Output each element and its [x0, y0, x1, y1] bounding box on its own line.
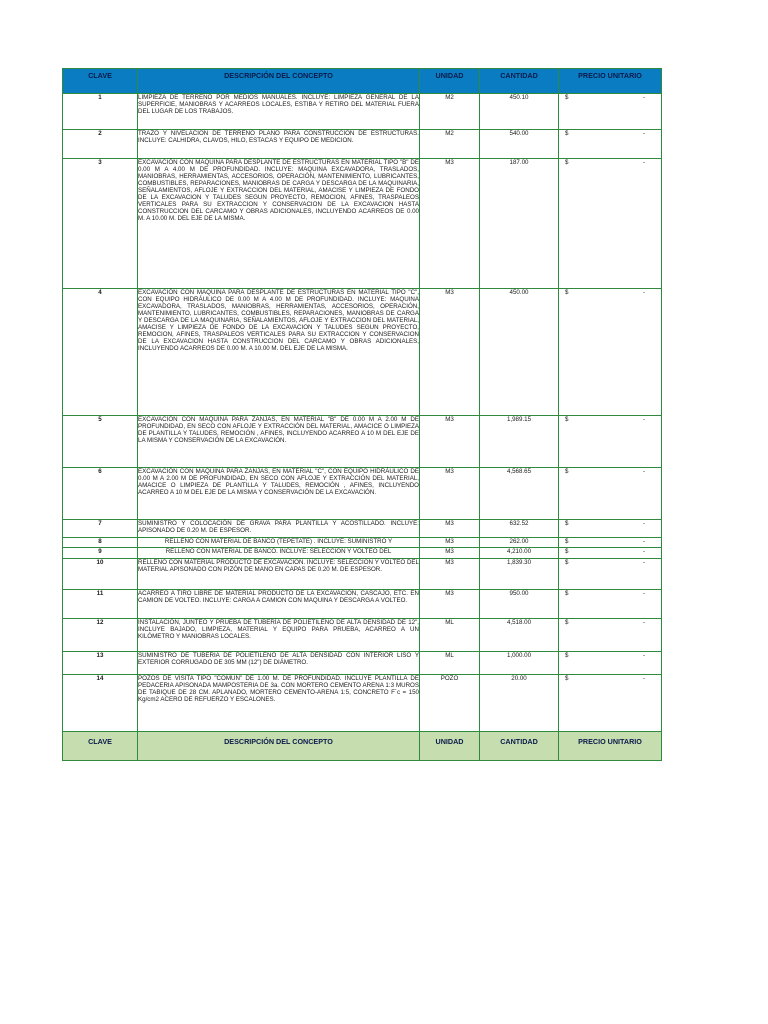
clave-cell: 6 — [63, 468, 138, 520]
descripcion-cell: LIMPIEZA DE TERRENO POR MEDIOS MANUALES. INCLUYE: LIMPIEZA GENERAL DE LA SUPERFICIE, MANIOBRAS Y ACARREOS LOCALES, ESTIBA Y RETIRO DEL MATERIAL FUERA DEL LUGAR DE LOS TRABAJOS. — [138, 94, 420, 130]
precio-cell — [559, 94, 662, 130]
precio-value: - — [642, 468, 645, 475]
clave-cell: 12 — [63, 619, 138, 652]
currency-symbol: $ — [565, 520, 569, 527]
unidad-cell: M3 — [420, 520, 480, 538]
unidad-cell: M2 — [420, 94, 480, 130]
table-row — [63, 416, 662, 468]
cantidad-cell: 632.52 — [480, 520, 559, 538]
precio-value: - — [642, 94, 645, 101]
clave-cell: 4 — [63, 289, 138, 416]
table-row — [63, 468, 662, 520]
precio-cell — [559, 619, 662, 652]
descripcion-cell: RELLENO CON MATERIAL DE BANCO. INCLUYE: SELECCION Y VOLTEO DEL — [138, 548, 420, 559]
cantidad-cell: 1,000.00 — [480, 652, 559, 675]
cantidad-cell: 1,989.15 — [480, 416, 559, 468]
footer-cantidad: CANTIDAD — [480, 732, 559, 761]
clave-cell: 1 — [63, 94, 138, 130]
precio-cell — [559, 520, 662, 538]
descripcion-cell: TRAZO Y NIVELACION DE TERRENO PLANO PARA CONSTRUCCION DE ESTRUCTURAS. INCLUYE: CALHIDRA, CLAVOS, HILO, ESTACAS Y EQUIPO DE MEDICION. — [138, 130, 420, 159]
cantidad-cell: 4,518.00 — [480, 619, 559, 652]
currency-symbol: $ — [565, 289, 569, 296]
table-row — [63, 94, 662, 130]
currency-symbol: $ — [565, 652, 569, 659]
footer-descripcion: DESCRIPCIÓN DEL CONCEPTO — [138, 732, 420, 761]
cantidad-cell: 1,839.30 — [480, 559, 559, 590]
clave-cell: 10 — [63, 559, 138, 590]
currency-symbol: $ — [565, 559, 569, 566]
descripcion-cell: SUMINISTRO Y COLOCACIÓN DE GRAVA PARA PLANTILLA Y ACOSTILLADO. INCLUYE: APISONADO DE 0.20 M. DE ESPESOR. — [138, 520, 420, 538]
unidad-cell: M2 — [420, 130, 480, 159]
currency-symbol: $ — [565, 548, 569, 555]
clave-cell: 11 — [63, 590, 138, 619]
clave-cell: 8 — [63, 538, 138, 548]
cantidad-cell: 450.10 — [480, 94, 559, 130]
table-row — [63, 559, 662, 590]
descripcion-cell: EXCAVACIÓN CON MAQUINA PARA DESPLANTE DE ESTRUCTURAS EN MATERIAL TIPO "C", CON EQUIPO HIDRÁULICO DE 0.00 M A 4.00 M DE PROFUNDIDAD. INCLUYE: MAQUINA EXCAVADORA, TRASLADOS, MANIOBRAS, HERRAMIENTAS, ACCESORIOS, OPERACIÓN, MANTENIMIENTO, LUBRICANTES, COMBUSTIBLES, REPARACIONES, MANIOBRAS DE CARGA Y DESCARGA DE LA MAQUINARIA, SEÑALAMIENTOS, AFLOJE Y EXTRACCION DEL MATERIAL, AMACISE Y LIMPIEZA DE FONDO DE LA EXCAVACION Y TALUDES SEGUN PROYECTO, REMOCION, AFINES, TRASPALEOS VERTICALES PARA SU EXTRACCION Y CONSERVACION DE LA EXCAVACION HASTA CONSTRUCCION DEL CARCAMO Y OBRAS ADICIONALES, INCLUYENDO ACARREOS DE 0.00 M. A 10.00 M. DEL EJE DE LA MISMA. — [138, 289, 420, 416]
unidad-cell: ML — [420, 652, 480, 675]
table-row — [63, 289, 662, 416]
unidad-cell: POZO — [420, 675, 480, 732]
precio-cell — [559, 590, 662, 619]
precio-value: - — [642, 675, 645, 682]
precio-value: - — [642, 590, 645, 597]
unidad-cell: M3 — [420, 159, 480, 289]
currency-symbol: $ — [565, 94, 569, 101]
header-cantidad: CANTIDAD — [480, 69, 559, 94]
precio-cell — [559, 652, 662, 675]
precio-value: - — [642, 559, 645, 566]
table-row — [63, 130, 662, 159]
header-descripcion: DESCRIPCIÓN DEL CONCEPTO — [138, 69, 420, 94]
clave-cell: 7 — [63, 520, 138, 538]
precio-cell — [559, 130, 662, 159]
footer-clave: CLAVE — [63, 732, 138, 761]
cantidad-cell: 187.00 — [480, 159, 559, 289]
unidad-cell: M3 — [420, 538, 480, 548]
currency-symbol: $ — [565, 130, 569, 137]
header-precio: PRECIO UNITARIO — [559, 69, 662, 94]
table-row — [63, 159, 662, 289]
currency-symbol: $ — [565, 416, 569, 423]
clave-cell: 5 — [63, 416, 138, 468]
unidad-cell: M3 — [420, 559, 480, 590]
precio-cell — [559, 559, 662, 590]
cantidad-cell: 4,568.65 — [480, 468, 559, 520]
precio-value: - — [642, 538, 645, 545]
table-row — [63, 619, 662, 652]
table-row — [63, 590, 662, 619]
descripcion-cell: EXCAVACIÓN CON MAQUINA PARA ZANJAS, EN MATERIAL "B" DE 0.00 M A 2.00 M DE PROFUNDIDAD, EN SECO CON AFLOJE Y EXTRACCIÓN DEL MATERIAL, AMACICE O LIMPIEZA DE PLANTILLA Y TALUDES, REMOCIÓN , AFINES, INCLUYENDO ACARREO A 10 M DEL EJE DE LA MISMA Y CONSERVACIÓN DE LA EXCAVACIÓN. — [138, 416, 420, 468]
precio-value: - — [642, 619, 645, 626]
concept-table — [62, 68, 662, 761]
descripcion-cell: ACARREO A TIRO LIBRE DE MATERIAL PRODUCTO DE LA EXCAVACION, CASCAJO, ETC. EN CAMION DE VOLTEO. INCLUYE: CARGA A CAMION CON MAQUINA Y DESCARGA A VOLTEO. — [138, 590, 420, 619]
unidad-cell: M3 — [420, 548, 480, 559]
precio-value: - — [642, 652, 645, 659]
cantidad-cell: 950.00 — [480, 590, 559, 619]
precio-cell — [559, 538, 662, 548]
cantidad-cell: 540.00 — [480, 130, 559, 159]
table-row — [63, 520, 662, 538]
descripcion-cell: INSTALACIÓN, JUNTEO Y PRUEBA DE TUBERÍA DE POLIETILENO DE ALTA DENSIDAD DE 12", INCLUYE BAJADO, LIMPIEZA, MATERIAL Y EQUIPO PARA PRUEBA, ACARREO A UN KILÓMETRO Y MANIOBRAS LOCALES. — [138, 619, 420, 652]
table-row — [63, 538, 662, 548]
precio-value: - — [642, 416, 645, 423]
cantidad-cell: 262.00 — [480, 538, 559, 548]
currency-symbol: $ — [565, 675, 569, 682]
cantidad-cell: 450.00 — [480, 289, 559, 416]
clave-cell: 3 — [63, 159, 138, 289]
currency-symbol: $ — [565, 159, 569, 166]
clave-cell: 2 — [63, 130, 138, 159]
descripcion-cell: EXCAVACIÓN CON MAQUINA PARA DESPLANTE DE ESTRUCTURAS EN MATERIAL TIPO "B" DE 0.00 M A 4.00 M DE PROFUNDIDAD. INCLUYE: MAQUINA EXCAVADORA, TRASLADOS, MANIOBRAS, HERRAMIENTAS, ACCESORIOS, OPERACIÓN, MANTENIMIENTO, LUBRICANTES, COMBUSTIBLES, REPARACIONES, MANIOBRAS DE CARGA Y DESCARGA DE LA MAQUINARIA, SEÑALAMIENTOS, AFLOJE Y EXTRACCION DEL MATERIAL, AMACISE Y LIMPIEZA DE FONDO DE LA EXCAVACION Y TALUDES SEGUN PROYECTO, REMOCION, AFINES, TRASPALEOS VERTICALES PARA SU EXTRACCION Y CONSERVACION DE LA EXCAVACION HASTA CONSTRUCCION DEL CARCAMO Y OBRAS ADICIONALES, INCLUYENDO ACARREOS DE 0.00 M. A 10.00 M. DEL EJE DE LA MISMA. — [138, 159, 420, 289]
descripcion-cell: RELLENO CON MATERIAL PRODUCTO DE EXCAVACION. INCLUYE: SELECCION Y VOLTEO DEL MATERIAL APISONADO CON PIZÓN DE MANO EN CAPAS DE 0.20 M. DE ESPESOR. — [138, 559, 420, 590]
header-unidad: UNIDAD — [420, 69, 480, 94]
descripcion-cell: EXCAVACIÓN CON MAQUINA PARA ZANJAS, EN MATERIAL "C", CON EQUIPO HIDRÁULICO DE 0.00 M A 2.00 M DE PROFUNDIDAD, EN SECO CON AFLOJE Y EXTRACCIÓN DEL MATERIAL, AMACICE O LIMPIEZA DE PLANTILLA Y TALUDES, REMOCIÓN , AFINES, INCLUYENDO ACARREO A 10 M DEL EJE DE LA MISMA Y CONSERVACIÓN DE LA EXCAVACIÓN. — [138, 468, 420, 520]
precio-value: - — [642, 520, 645, 527]
currency-symbol: $ — [565, 468, 569, 475]
precio-value: - — [642, 130, 645, 137]
precio-value: - — [642, 289, 645, 296]
currency-symbol: $ — [565, 590, 569, 597]
unidad-cell: M3 — [420, 416, 480, 468]
footer-precio: PRECIO UNITARIO — [559, 732, 662, 761]
precio-cell — [559, 468, 662, 520]
precio-cell — [559, 416, 662, 468]
descripcion-cell: POZOS DE VISITA TIPO "COMUN" DE 1.00 M. DE PROFUNDIDAD. INCLUYE PLANTILLA DE PEDACERIA APISONADA MAMPOSTERIA DE 3a. CON MORTERO CEMENTO ARENA 1:3 MUROS DE TABIQUE DE 28 CM. APLANADO, MORTERO CEMENTO-ARENA 1:5, CONCRETO F´c = 150 Kg/cm2 ACERO DE REFUERZO Y ESCALONES. — [138, 675, 420, 732]
precio-cell — [559, 675, 662, 732]
clave-cell: 13 — [63, 652, 138, 675]
unidad-cell: M3 — [420, 468, 480, 520]
table-row — [63, 548, 662, 559]
precio-value: - — [642, 548, 645, 555]
descripcion-cell: RELLENO CON MATERIAL DE BANCO (TEPETATE) . INCLUYE: SUMINISTRO Y — [138, 538, 420, 548]
unidad-cell: ML — [420, 619, 480, 652]
footer-unidad: UNIDAD — [420, 732, 480, 761]
header-row-top — [63, 69, 662, 94]
cantidad-cell: 20.00 — [480, 675, 559, 732]
table-body — [63, 94, 662, 732]
header-row-bottom — [63, 732, 662, 761]
precio-cell — [559, 159, 662, 289]
clave-cell: 9 — [63, 548, 138, 559]
unidad-cell: M3 — [420, 289, 480, 416]
precio-cell — [559, 289, 662, 416]
table-row — [63, 675, 662, 732]
header-clave: CLAVE — [63, 69, 138, 94]
precio-value: - — [642, 159, 645, 166]
descripcion-cell: SUMINISTRO DE TUBERIA DE POLIETILENO DE ALTA DENSIDAD CON INTERIOR LISO Y EXTERIOR CORRUGADO DE 305 MM (12") DE DIÁMETRO. — [138, 652, 420, 675]
clave-cell: 14 — [63, 675, 138, 732]
unidad-cell: M3 — [420, 590, 480, 619]
cantidad-cell: 4,210.00 — [480, 548, 559, 559]
precio-cell — [559, 548, 662, 559]
table-row — [63, 652, 662, 675]
currency-symbol: $ — [565, 538, 569, 545]
currency-symbol: $ — [565, 619, 569, 626]
